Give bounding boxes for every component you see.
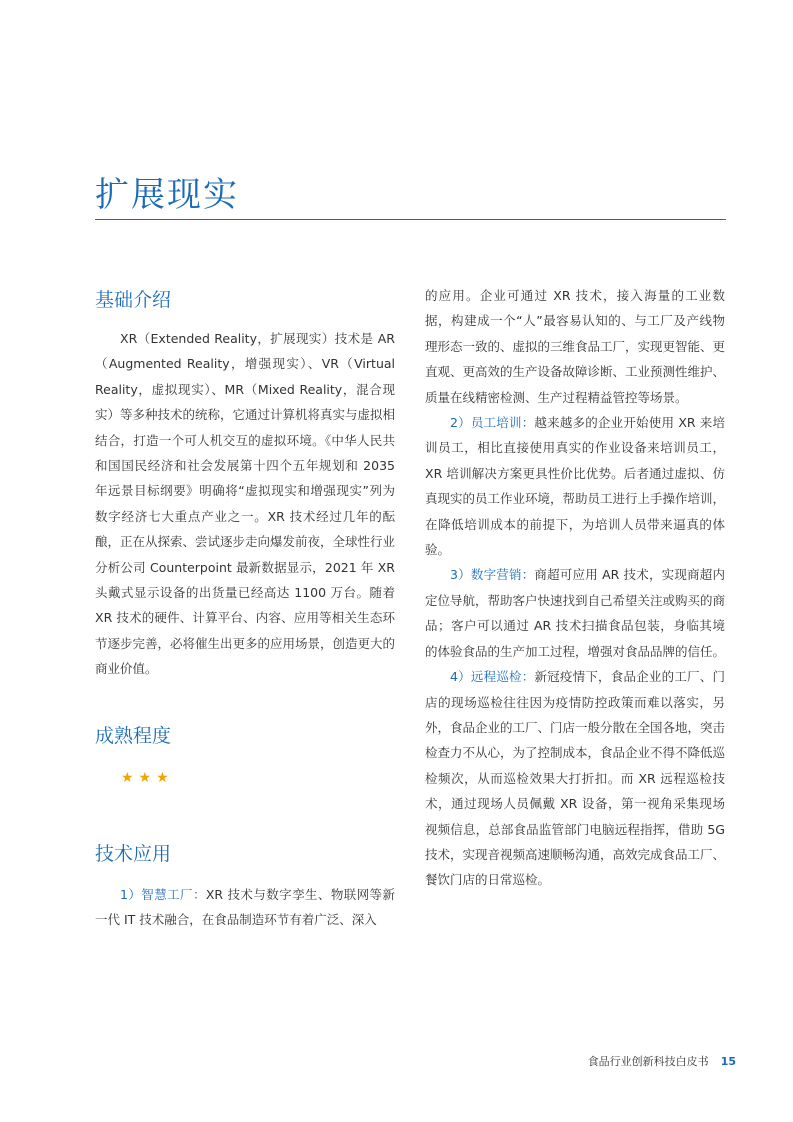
application-item-2 bbox=[425, 410, 725, 562]
application-item-1-continuation: 的应用。企业可通过 XR 技术，接入海量的工业数据，构建成一个“人”最容易认知的、与工厂及产线物理形态一致的、虚拟的三维食品工厂，实现更智能、更直观、更高效的生产设备故障诊断、工业预测性维护、质量在线精密检测、生产过程精益管控等场景。 bbox=[425, 288, 726, 405]
page-title: 扩展现实 bbox=[95, 175, 239, 215]
application-item-3-text: 商超可应用 AR 技术，实现商超内定位导航，帮助客户快速找到自己希望关注或购买的商品；客户可以通过 AR 技术扫描食品包装，身临其境的体验食品的生产加工过程，增强对食品品牌的信任。 bbox=[425, 567, 726, 659]
application-item-2-text: 越来越多的企业开始使用 XR 来培训员工，相比直接使用真实的作业设备来培训员工，XR 培训解决方案更具性价比优势。后者通过虚拟、仿真现实的员工作业环境，帮助员工进行上手操作培训，在降低培训成本的前提下，为培训人员带来逼真的体验。 bbox=[425, 415, 726, 558]
section-heading-application: 技术应用 bbox=[95, 842, 172, 865]
page-footer bbox=[588, 1054, 736, 1070]
left-column bbox=[95, 280, 395, 933]
maturity-rating-stars: ★★★ bbox=[121, 769, 174, 786]
basic-intro-paragraph: XR（Extended Reality，扩展现实）技术是 AR（Augmented Reality，增强现实）、VR（Virtual Reality，虚拟现实）、MR（Mixed Reality，混合现实）等多种技术的统称，它通过计算机将真实与虚拟相结合，打造一个可人机交互的虚拟环境。《中华人民共和国国民经济和社会发展第十四个五年规划和 2035 年远景目标纲要》明确将“虚拟现实和增强现实”列为数字经济七大重点产业之一。XR 技术经过几年的酝酿，正在从探索、尝试逐步走向爆发前夜，全球性行业分析公司 Counterpoint 最新数据显示，2021 年 XR 头戴式显示设备的出货量已经高达 1100 万台。随着 XR 技术的硬件、计算平台、内容、应用等相关生态环节逐步完善，必将催生出更多的应用场景，创造更大的商业价值。 bbox=[95, 331, 396, 677]
section-heading-maturity: 成熟程度 bbox=[95, 724, 172, 747]
application-item-4-lead: 4）远程巡检： bbox=[450, 669, 535, 685]
application-item-4-text: 新冠疫情下，食品企业的工厂、门店的现场巡检往往因为疫情防控政策而难以落实，另外，食品企业的工厂、门店一般分散在全国各地，突击检查力不从心，为了控制成本，食品企业不得不降低巡检频次，从而巡检效果大打折扣。而 XR 远程巡检技术，通过现场人员佩戴 XR 设备，第一视角采集现场视频信息，总部食品监管部门电脑远程指挥，借助 5G 技术，实现音视频高速顺畅沟通，高效完成食品工厂、餐饮门店的日常巡检。 bbox=[425, 669, 726, 888]
application-item-2-lead: 2）员工培训： bbox=[450, 415, 535, 431]
right-column bbox=[425, 283, 725, 893]
section-heading-basic: 基础介绍 bbox=[95, 289, 172, 311]
application-item-1-lead: 1）智慧工厂： bbox=[120, 886, 206, 902]
page-number: 15 bbox=[720, 1055, 736, 1068]
application-item-1-text: XR 技术与数字孪生、物联网等新一代 IT 技术融合，在食品制造环节有着广泛、深入 bbox=[95, 886, 395, 928]
application-item-3 bbox=[425, 562, 725, 664]
application-item-1 bbox=[95, 882, 395, 933]
application-item-3-lead: 3）数字营销： bbox=[450, 567, 535, 583]
footer-book-title: 食品行业创新科技白皮书 bbox=[587, 1055, 709, 1068]
application-item-4 bbox=[425, 664, 725, 893]
title-divider bbox=[95, 219, 726, 220]
